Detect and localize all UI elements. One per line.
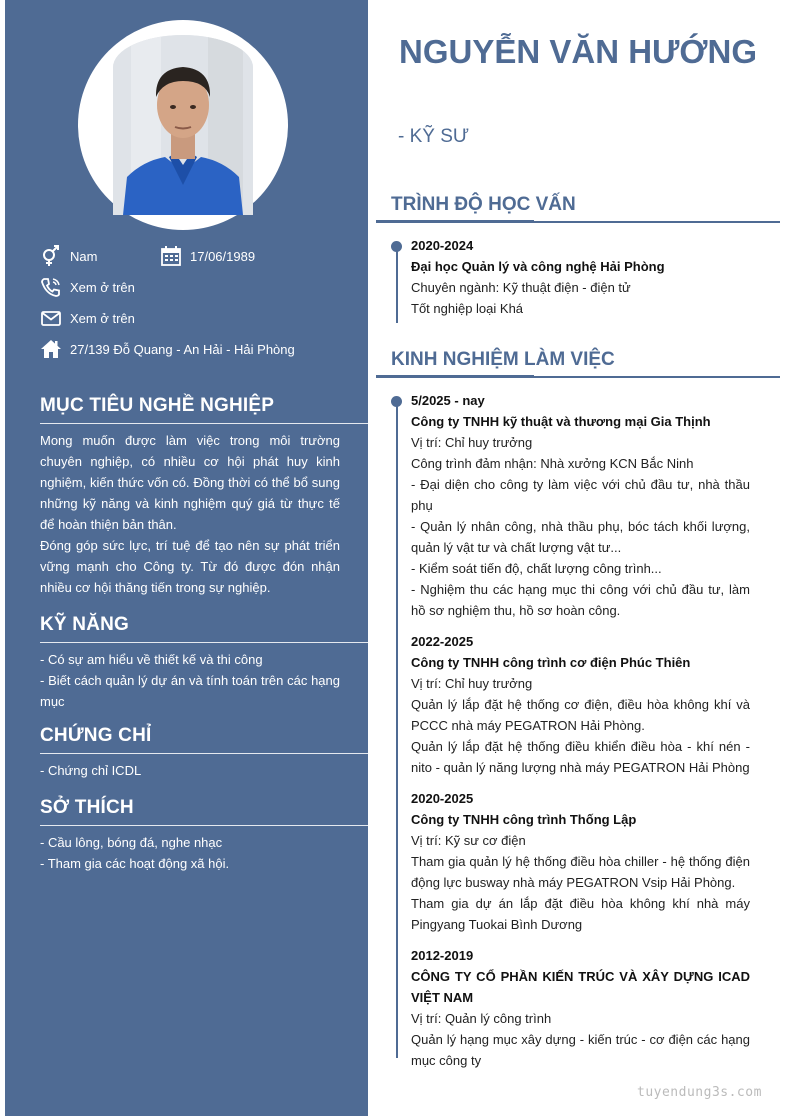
education-timeline [396,243,398,323]
job-line: - Kiểm soát tiến độ, chất lượng công trình... [411,561,662,576]
sidebar [5,0,368,1116]
calendar-icon [160,245,182,267]
job-entry [411,945,750,1071]
job-line: Vị trí: Kỹ sư cơ điện [411,833,526,848]
education-entry [411,235,750,319]
job-line: Công trình đảm nhận: Nhà xưởng KCN Bắc Ninh [411,456,694,471]
certificate-item: - Chứng chỉ ICDL [40,763,142,778]
email-row [40,307,135,329]
job-line: Quản lý lắp đặt hệ thống điều khiển điều hòa - khí nén - nito - quản lý năng lượng nhà máy PEGATRON Hải Phòng [411,739,750,775]
job-entry [411,788,750,935]
job-entry [411,631,750,778]
job-line: Quản lý hạng mục xây dựng - kiến trúc - cơ điện các hạng mục công ty [411,1032,750,1068]
job-title: - KỸ SƯ [398,126,470,147]
experience-timeline [396,398,398,1058]
gender-icon [40,245,62,267]
job-line: Vị trí: Quản lý công trình [411,1011,552,1026]
avatar-frame [78,20,288,230]
skills-divider [40,642,368,643]
education-major: Chuyên ngành: Kỹ thuật điện - điện tử [411,280,631,295]
hobby-item: - Cầu lông, bóng đá, nghe nhạc [40,835,223,850]
job-company: Công ty TNHH công trình cơ điện Phúc Thiên [411,655,691,670]
job-period: 2020-2025 [411,791,474,806]
email-value: Xem ở trên [70,310,135,326]
avatar [113,35,253,215]
job-period: 5/2025 - nay [411,393,485,408]
skills-list [40,649,340,712]
skills-title: KỸ NĂNG [40,614,130,635]
address-value: 27/139 Đỗ Quang - An Hải - Hải Phòng [70,341,295,357]
address-row [40,338,295,360]
objective-paragraph: Đóng góp sức lực, trí tuệ để tạo nên sự phát triển vững mạnh cho Công ty. Từ đó được đón nhận nhiều cơ hội thăng tiến trong sự nghiệp. [40,538,340,595]
education-result: Tốt nghiệp loại Khá [411,301,524,316]
birthday-value: 17/06/1989 [190,248,256,264]
birthday-row [160,245,255,267]
hobbies-list [40,832,340,874]
education-divider-accent [376,220,534,223]
home-icon [40,338,62,360]
job-line: Quản lý lắp đặt hệ thống cơ điện, điều hòa không khí và PCCC nhà máy PEGATRON Hải Phòng. [411,697,750,733]
job-line: Tham gia dự án lắp đặt điều hòa không khí nhà máy Pingyang Tuokai Bình Dương [411,896,750,932]
job-line: - Đại diện cho công ty làm việc với chủ đầu tư, nhà thầu phụ [411,477,750,513]
skill-item: - Biết cách quản lý dự án và tính toán trên các hạng mục [40,673,340,709]
experience-title: KINH NGHIỆM LÀM VIỆC [391,349,615,370]
job-line: - Quản lý nhân công, nhà thầu phụ, bóc tách khối lượng, quản lý vật tư và chất lượng vật tư... [411,519,750,555]
job-line: Tham gia quản lý hệ thống điều hòa chiller - hệ thống điện động lực busway nhà máy PEGATRON Vsip Hải Phòng. [411,854,750,890]
education-period: 2020-2024 [411,238,474,253]
timeline-dot [391,241,402,252]
phone-icon [40,276,62,298]
job-line: Vị trí: Chỉ huy trưởng [411,435,533,450]
objective-divider [40,423,368,424]
certificates-divider [40,753,368,754]
job-line: - Nghiệm thu các hạng mục thi công với chủ đầu tư, làm hồ sơ nghiệm thu, hồ sơ hoàn công. [411,582,750,618]
watermark: tuyendung3s.com [637,1085,762,1100]
job-company: Công ty TNHH kỹ thuật và thương mại Gia Thịnh [411,414,711,429]
skill-item: - Có sự am hiểu về thiết kế và thi công [40,652,263,667]
certificates-list [40,760,340,781]
job-entry [411,390,750,621]
job-company: CÔNG TY CỔ PHẦN KIẾN TRÚC VÀ XÂY DỰNG ICAD VIỆT NAM [411,969,750,1005]
education-title: TRÌNH ĐỘ HỌC VẤN [391,194,576,215]
job-period: 2012-2019 [411,948,474,963]
certificates-title: CHỨNG CHỈ [40,725,152,746]
job-company: Công ty TNHH công trình Thống Lập [411,812,637,827]
gender-row [40,245,97,267]
objective-title: MỤC TIÊU NGHỀ NGHIỆP [40,395,275,416]
job-period: 2022-2025 [411,634,474,649]
experience-divider-accent [376,375,534,378]
phone-row [40,276,135,298]
hobby-item: - Tham gia các hoạt động xã hội. [40,856,230,871]
objective-paragraph: Mong muốn được làm việc trong môi trường chuyên nghiệp, có nhiều cơ hội phát huy kinh nghiệm, kiến thức vốn có. Đồng thời có thể bổ sung những kỹ năng và kinh nghiệm quý giá từ thực tế để hoàn thiện bản thân. [40,433,340,532]
mail-icon [40,307,62,329]
education-school: Đại học Quản lý và công nghệ Hải Phòng [411,259,665,274]
timeline-dot [391,396,402,407]
gender-value: Nam [70,248,98,264]
job-line: Vị trí: Chỉ huy trưởng [411,676,533,691]
hobbies-title: SỞ THÍCH [40,797,134,818]
objective-text [40,430,340,598]
phone-value: Xem ở trên [70,279,135,295]
full-name: NGUYỄN VĂN HƯỚNG [399,33,758,70]
hobbies-divider [40,825,368,826]
